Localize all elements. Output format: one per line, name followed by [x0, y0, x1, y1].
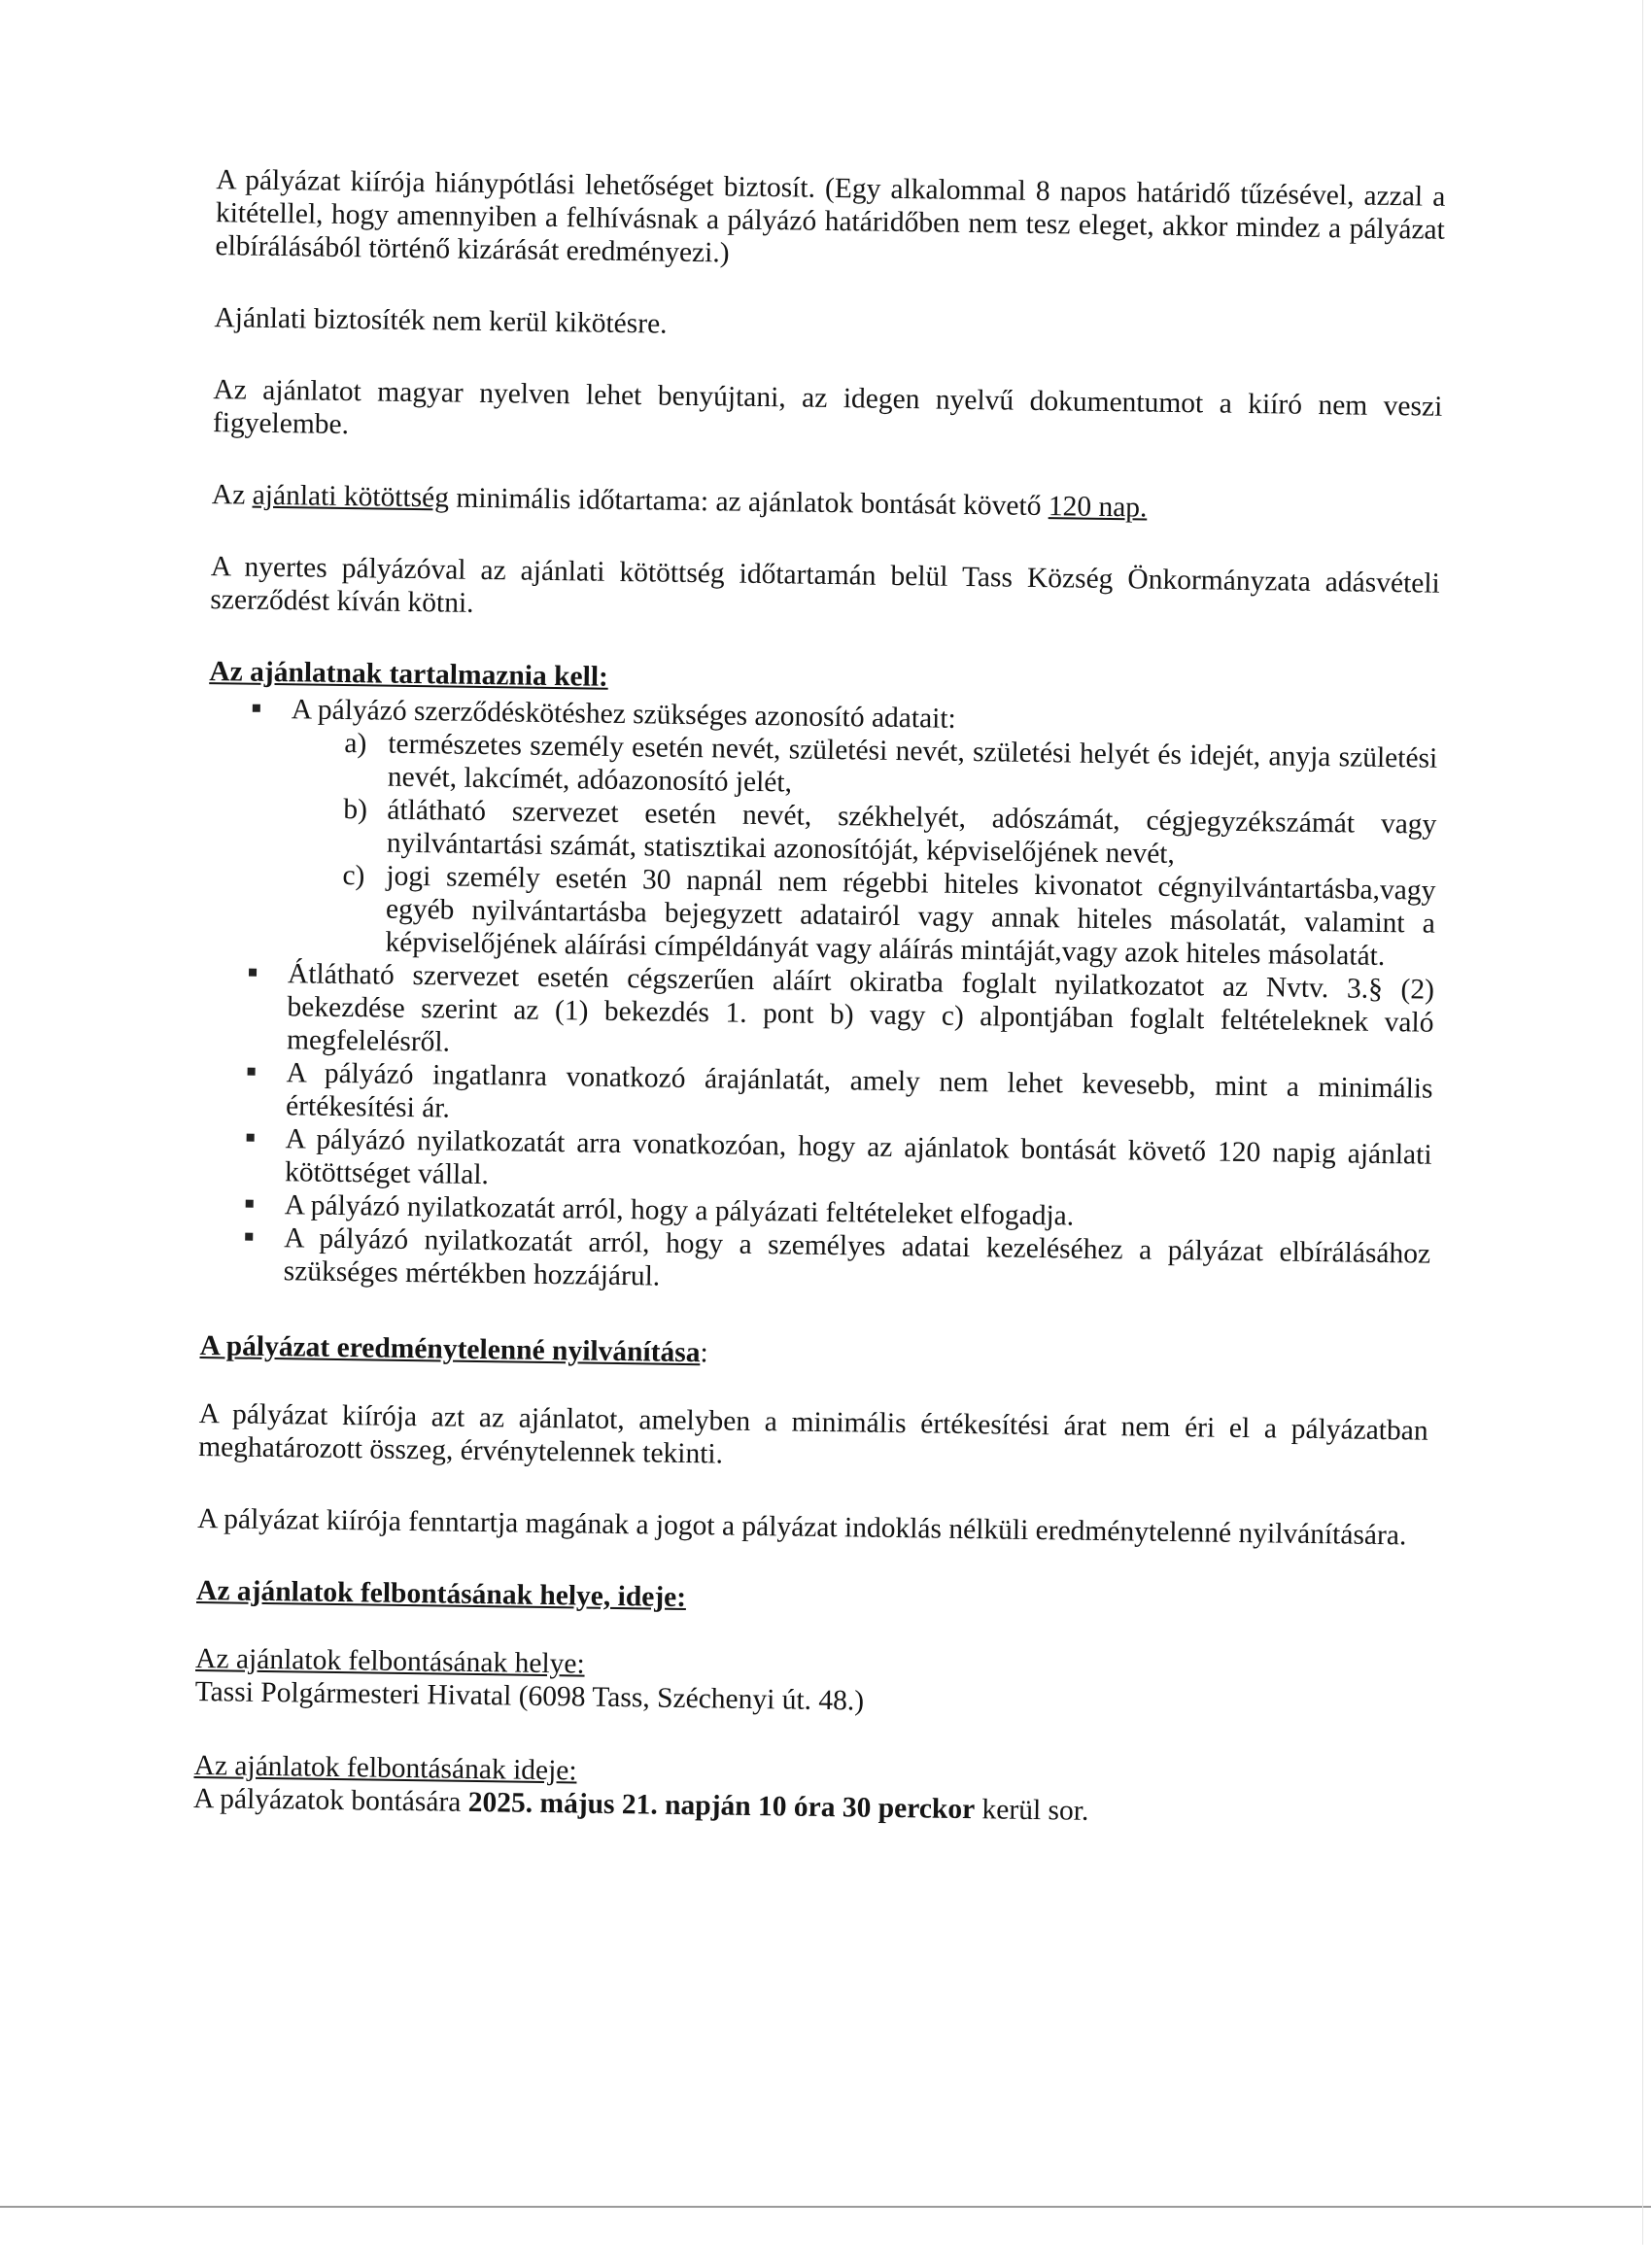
list-item	[288, 858, 1435, 973]
sub-text: jogi személy esetén 30 napnál nem régebbi hiteles kivonatot cégnyilvántartásba,vagy egyéb nyilvántartásba bejegyzett adatairól vagy annak hiteles másolatát, valamint a képviselőjének aláírási címpéldányát vagy aláírás mintáját,vagy azok hiteles másolatát.	[385, 860, 1436, 972]
binding-term: ajánlati kötöttség	[252, 479, 450, 514]
document-body	[193, 163, 1446, 1832]
binding-prefix: Az	[211, 479, 253, 511]
invalidity-heading	[199, 1329, 1428, 1380]
sub-label: b)	[343, 794, 368, 826]
invalidity-heading-text: A pályázat eredménytelenné nyilvánítása	[199, 1330, 701, 1369]
time-prefix: A pályázatok bontására	[192, 1782, 468, 1818]
paragraph-invalid-bid: A pályázat kiírója azt az ajánlatot, amelyben a minimális értékesítési árat nem éri el a pályázatban meghatározott összeg, érvénytelennek tekinti.	[198, 1398, 1428, 1470]
list-item	[205, 692, 1438, 974]
list-item: A pályázó ingatlanra vonatkozó árajánlatát, amely nem lehet kevesebb, mint a minimális értékesítési ár.	[203, 1055, 1433, 1139]
requirements-heading: Az ajánlatnak tartalmaznia kell:	[209, 656, 609, 693]
sub-label: a)	[344, 728, 367, 760]
scan-right-edge	[1642, 0, 1643, 2245]
list-item: A pályázó nyilatkozatát arra vonatkozóan, hogy az ajánlatok bontását követő 120 napig ajánlati kötöttséget vállal.	[202, 1121, 1432, 1205]
requirement-identity: A pályázó szerződéskötéshez szükséges azonosító adatait:	[291, 694, 956, 735]
list-item: A pályázó nyilatkozatát arról, hogy a pályázati feltételeket elfogadja.	[201, 1187, 1430, 1238]
paragraph-binding-period	[212, 478, 1441, 529]
binding-days: 120 nap.	[1048, 491, 1148, 524]
paragraph-bid-security: Ajánlati biztosíték nem kerül kikötésre.	[214, 302, 668, 340]
identity-sublist	[288, 726, 1437, 973]
binding-middle: minimális időtartama: az ajánlatok bontását követő	[448, 482, 1049, 523]
time-suffix: kerül sor.	[974, 1794, 1089, 1827]
paragraph-contract: A nyertes pályázóval az ajánlati kötöttség időtartamán belül Tass Község Önkormányzata adásvételi szerződést kíván kötni.	[210, 551, 1440, 619]
opening-place-text: Tassi Polgármesteri Hivatal (6098 Tass, Széchenyi út. 48.)	[194, 1675, 865, 1717]
requirements-list	[201, 692, 1438, 1304]
opening-place-heading: Az ajánlatok felbontásának helye:	[194, 1642, 585, 1680]
paragraph-language: Az ajánlatot magyar nyelven lehet benyújtani, az idegen nyelvű dokumentumot a kiíró nem veszi figyelembe.	[212, 374, 1443, 441]
list-item: Átlátható szervezet esetén cégszerűen aláírt okiratba foglalt nyilatkozatot az Nvtv. 3.§ (2) bekezdése szerint az (1) bekezdés 1. pont b) vagy c) alpontjában foglalt feltételeknek való megfelelésről.	[204, 956, 1434, 1073]
sub-label: c)	[342, 860, 365, 892]
sub-text: átlátható szervezet esetén nevét, székhelyét, adószámát, cégjegyzékszámát vagy nyilvántartási számát, statisztikai azonosítóját, képviselőjének nevét,	[386, 794, 1437, 870]
opening-heading: Az ajánlatok felbontásának helye, ideje:	[195, 1574, 687, 1614]
invalidity-colon: :	[700, 1337, 708, 1369]
opening-time-heading: Az ajánlatok felbontásának ideje:	[193, 1749, 577, 1787]
paragraph-deficiency: A pályázat kiírója hiánypótlási lehetőséget biztosít. (Egy alkalommal 8 napos határidő tűzésével, azzal a kitétellel, hogy amennyiben a felhívásnak a pályázó határidőben nem tesz eleget, akkor mindez a pályázat elbírálásából történő kizárását eredményezi.)	[215, 164, 1446, 269]
paragraph-right-to-void: A pályázat kiírója fenntartja magának a jogot a pályázat indoklás nélküli eredménytelenné nyilvánítására.	[196, 1502, 1407, 1552]
list-item: A pályázó nyilatkozatát arról, hogy a személyes adatai kezeléséhez a pályázat elbírálásához szükséges mértékben hozzájárul.	[201, 1220, 1431, 1304]
scan-edge-line	[0, 2206, 1651, 2208]
sub-text: természetes személy esetén nevét, születési nevét, születési helyét és idejét, anyja születési nevét, lakcímét, adóazonosító jelét,	[387, 728, 1438, 799]
time-date: 2025. május 21. napján 10 óra 30 perckor	[467, 1786, 976, 1826]
